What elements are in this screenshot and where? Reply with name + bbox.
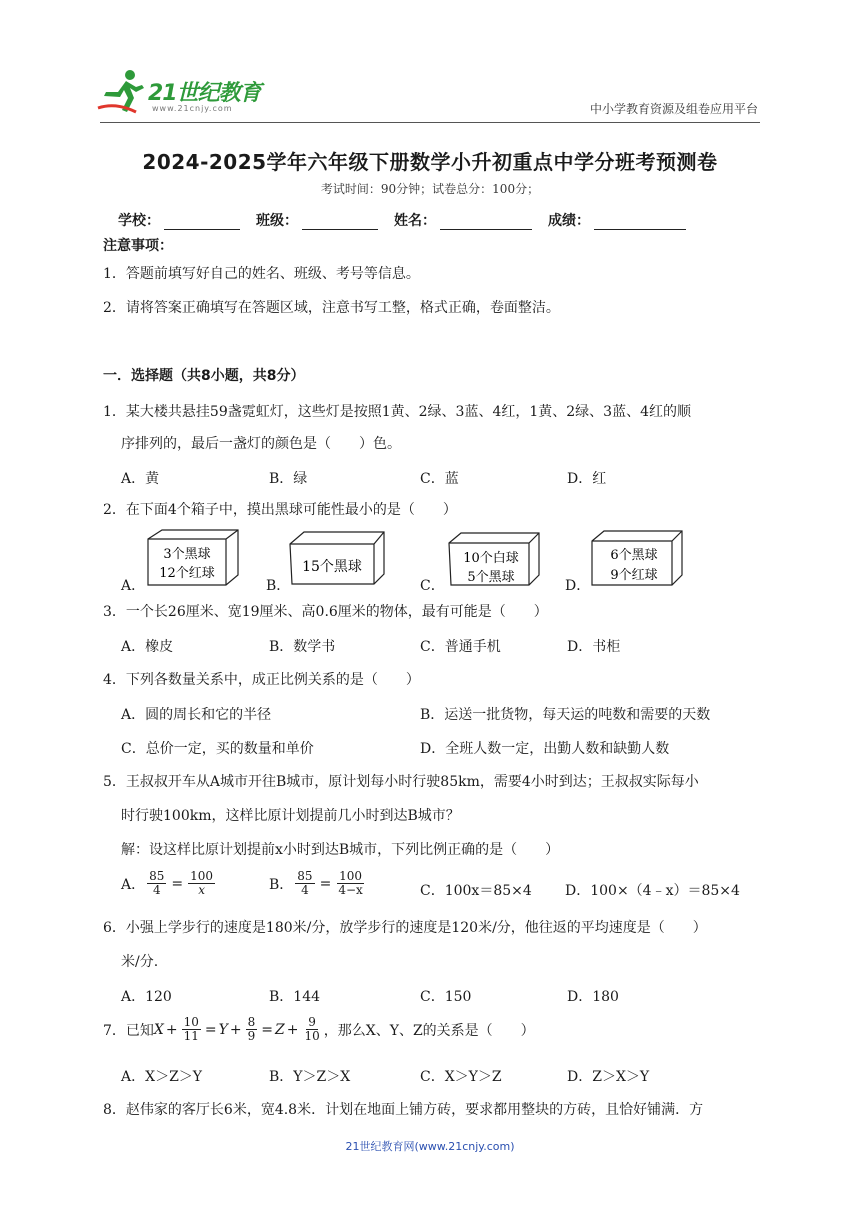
option-d[interactable]: D．100×（4﹣x）＝85×4 <box>565 883 740 899</box>
option-b[interactable]: B．144 <box>269 989 321 1005</box>
box-c-line2: 5个黑球 <box>467 570 515 585</box>
option-d[interactable]: D．180 <box>567 989 619 1005</box>
box-d[interactable] <box>588 529 686 589</box>
question-text: 8．赵伟家的客厅长6米，宽4.8米．计划在地面上铺方砖，要求都用整块的方砖，且恰好铺满．方 <box>103 1102 704 1118</box>
fraction: $\frac{100}{4-x}$ <box>338 869 363 897</box>
fraction: $\frac{100}{x}$ <box>190 869 214 897</box>
option-label: B． <box>269 876 294 893</box>
option-c[interactable]: C． <box>420 578 445 594</box>
page-title: 2024-2025学年六年级下册数学小升初重点中学分班考预测卷 <box>142 150 718 174</box>
option-b[interactable]: B．运送一批货物，每天运的吨数和需要的天数 <box>420 707 711 723</box>
question-text: 4．下列各数量关系中，成正比例关系的是（ ） <box>103 672 420 688</box>
section-heading: 一．选择题（共8小题，共8分） <box>103 368 305 384</box>
option-b[interactable]: B． $\frac{85}{4}$ = $\frac{100}{4-x}$ <box>269 869 363 897</box>
option-d[interactable]: D．书柜 <box>567 639 621 655</box>
question-text: 3．一个长26厘米、宽19厘米、高0.6厘米的物体，最有可能是（ ） <box>103 604 548 620</box>
option-b[interactable]: B．绿 <box>269 471 308 487</box>
option-a[interactable]: A． <box>121 578 146 594</box>
option-c[interactable]: C．X＞Y＞Z <box>420 1069 502 1085</box>
option-c[interactable]: C．100x＝85×4 <box>420 883 532 899</box>
student-fields <box>118 210 702 230</box>
score-field[interactable] <box>548 210 686 230</box>
option-c[interactable]: C．普通手机 <box>420 639 501 655</box>
question-text: 序排列的，最后一盏灯的颜色是（ ）色。 <box>121 436 401 452</box>
notice-heading: 注意事项： <box>103 238 173 254</box>
box-b-line1: 15个黑球 <box>302 559 362 575</box>
footer-link[interactable]: 21世纪教育网(www.21cnjy.com) <box>345 1140 515 1153</box>
logo-text: 21世纪教育 <box>148 81 261 106</box>
option-a[interactable]: A．黄 <box>121 471 160 487</box>
school-blank[interactable] <box>164 214 240 230</box>
fraction: $\frac{85}{4}$ <box>297 869 313 897</box>
box-c-line1: 10个白球 <box>463 551 519 566</box>
question-text: 1．某大楼共悬挂59盏霓虹灯，这些灯是按照1黄、2绿、3蓝、4红，1黄、2绿、3蓝、4红的顺 <box>103 404 691 420</box>
question-text: 6．小强上学步行的速度是180米/分，放学步行的速度是120米/分，他往返的平均速度是（ ） <box>103 920 707 936</box>
exam-info: 考试时间：90分钟；试卷总分：100分； <box>320 182 540 196</box>
notice-item: 1．答题前填写好自己的姓名、班级、考号等信息。 <box>103 266 420 282</box>
name-label: 姓名： <box>394 213 436 229</box>
option-a[interactable]: A．X＞Z＞Y <box>121 1069 203 1085</box>
name-blank[interactable] <box>440 214 532 230</box>
school-field[interactable] <box>118 210 240 230</box>
logo <box>96 66 266 118</box>
header-divider <box>100 122 760 123</box>
option-b[interactable]: B． <box>266 578 291 594</box>
class-label: 班级： <box>256 213 298 229</box>
score-blank[interactable] <box>594 214 686 230</box>
box-d-line2: 9个红球 <box>610 568 658 583</box>
question-text: 5．王叔叔开车从A城市开往B城市，原计划每小时行驶85km，需要4小时到达；王叔叔实际每小 <box>103 774 699 790</box>
question-text: 7．已知 X + $\frac{10}{11}$ = Y + $\frac{8}{9}$ = Z + $\frac{9}{10}$ ，那么X、Y、Z的关系是（ ） <box>103 1015 535 1043</box>
question-text: 米/分. <box>121 954 159 970</box>
box-c[interactable] <box>443 531 543 589</box>
question-text: 时行驶100km，这样比原计划提前几小时到达B城市？ <box>121 808 460 824</box>
question-text: 2．在下面4个箱子中，摸出黑球可能性最小的是（ ） <box>103 502 457 518</box>
option-d[interactable]: D． <box>565 578 591 594</box>
option-d[interactable]: D．Z＞X＞Y <box>567 1069 650 1085</box>
option-d[interactable]: D．全班人数一定，出勤人数和缺勤人数 <box>420 741 670 757</box>
notice-item: 2．请将答案正确填写在答题区域，注意书写工整，格式正确，卷面整洁。 <box>103 300 560 316</box>
class-field[interactable] <box>256 210 378 230</box>
score-label: 成绩： <box>548 213 590 229</box>
option-b[interactable]: B．Y＞Z＞X <box>269 1069 351 1085</box>
box-a[interactable] <box>144 527 242 589</box>
option-a[interactable]: A． $\frac{85}{4}$ = $\frac{100}{x}$ <box>121 869 214 897</box>
class-blank[interactable] <box>302 214 378 230</box>
school-label: 学校： <box>118 213 160 229</box>
fraction: $\frac{85}{4}$ <box>149 869 165 897</box>
option-b[interactable]: B．数学书 <box>269 639 336 655</box>
option-c[interactable]: C．总价一定，买的数量和单价 <box>121 741 314 757</box>
option-a[interactable]: A．橡皮 <box>121 639 174 655</box>
box-d-line1: 6个黑球 <box>610 548 658 563</box>
runner-logo-icon <box>96 68 152 116</box>
option-a[interactable]: A．120 <box>121 989 172 1005</box>
option-label: A． <box>121 876 146 893</box>
platform-label: 中小学教育资源及组卷应用平台 <box>589 102 758 116</box>
name-field[interactable] <box>394 210 532 230</box>
option-a[interactable]: A．圆的周长和它的半径 <box>121 707 272 723</box>
box-a-line2: 12个红球 <box>159 566 215 581</box>
logo-url: www.21cnjy.com <box>152 104 233 113</box>
option-c[interactable]: C．蓝 <box>420 471 459 487</box>
box-b[interactable] <box>288 530 388 588</box>
option-c[interactable]: C．150 <box>420 989 472 1005</box>
box-a-line1: 3个黑球 <box>163 547 211 562</box>
question-text: 解：设这样比原计划提前x小时到达B城市，下列比例正确的是（ ） <box>121 842 560 858</box>
option-d[interactable]: D．红 <box>567 471 607 487</box>
